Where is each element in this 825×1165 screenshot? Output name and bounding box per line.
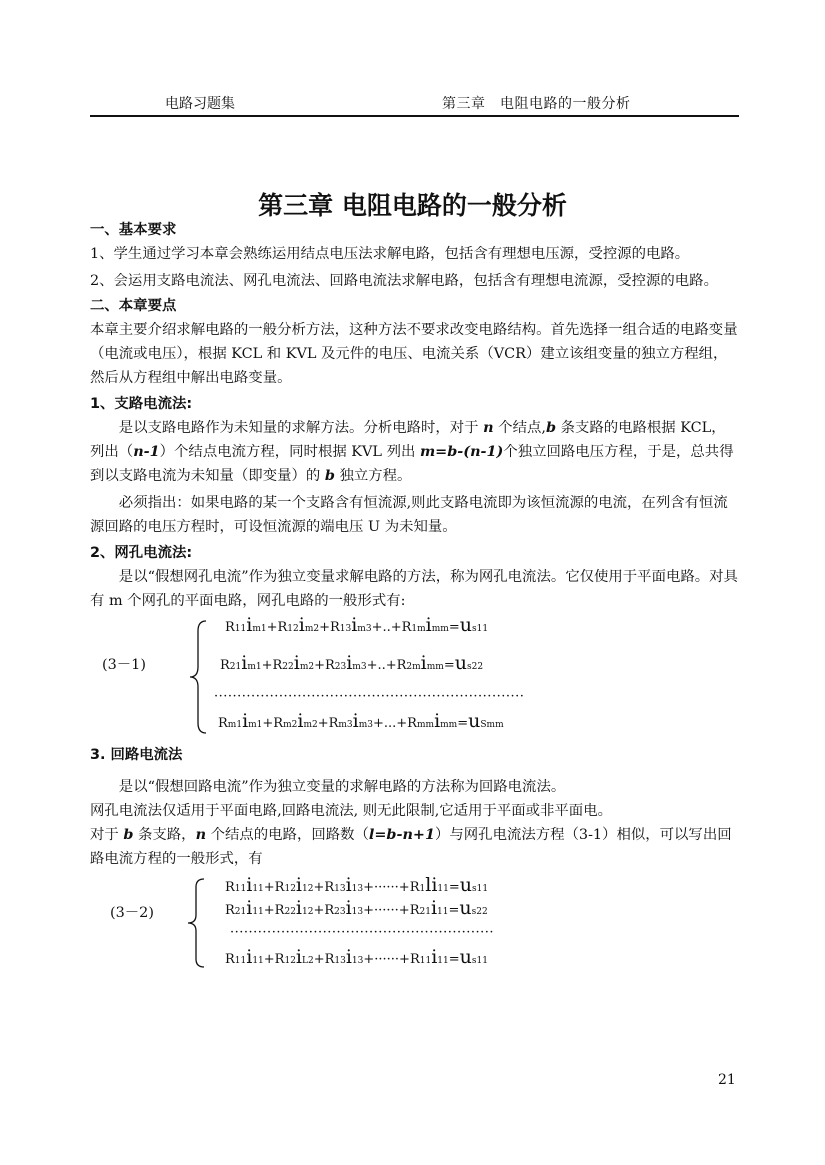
loop-equation-ellipsis: ························································· <box>230 925 495 940</box>
loop-current-paragraph-3: 对于 b 条支路，n 个结点的电路，回路数（l=b-n+1）与网孔电流法方程（3-1）相似，可以写出回路电流方程的一般形式，有 <box>90 826 732 867</box>
header-book-title: 电路习题集 <box>165 96 235 112</box>
keypoints-intro: 本章主要介绍求解电路的一般分析方法，这种方法不要求改变电路结构。首先选择一组合适的电路变量（电流或电压），根据 KCL 和 KVL 及元件的电压、电流关系（VCR）建立该组变量的独立方程组，然后从方程组中解出电路变量。 <box>90 322 738 386</box>
left-brace-icon <box>186 877 208 969</box>
loop-equation-l: R11i11+R12iL2+R13i13+······+R11i11=us11 <box>225 946 488 968</box>
loop-current-paragraph-1: 是以“假想回路电流”作为独立变量的求解电路的方法称为回路电流法。 <box>118 779 566 795</box>
mesh-current-paragraph: 是以“假想网孔电流”作为独立变量求解电路的方法，称为网孔电流法。它仅使用于平面电路。对具有 m 个网孔的平面电路，网孔电路的一般形式有: <box>90 569 738 609</box>
loop-equation-2: R21i11+R22i12+R23i13+······+R21i11=us22 <box>225 897 488 919</box>
loop-current-heading: 3. 回路电流法 <box>90 747 183 763</box>
header-chapter-title: 第三章 电阻电路的一般分析 <box>442 96 631 112</box>
mesh-equation-ellipsis: ··································································· <box>214 689 525 704</box>
left-brace-icon <box>188 619 210 735</box>
page-header <box>90 93 739 115</box>
requirement-item-1: 1、学生通过学习本章会熟练运用结点电压法求解电路，包括含有理想电压源，受控源的电路。 <box>90 246 690 262</box>
requirement-item-2: 2、会运用支路电流法、网孔电流法、回路电流法求解电路，包括含有理想电流源，受控源的电路。 <box>90 273 718 289</box>
branch-current-heading: 1、支路电流法: <box>90 396 193 412</box>
equation-label-3-1: (3－1) <box>102 657 146 673</box>
mesh-equation-2: R21im1+R22im2+R23im3+..+R2mimm=us22 <box>220 652 484 674</box>
header-rule <box>90 115 739 117</box>
mesh-equation-m: Rm1im1+Rm2im2+Rm3im3+...+Rmmimm=uSmm <box>218 710 504 732</box>
mesh-current-heading: 2、网孔电流法: <box>90 545 193 561</box>
section-heading-requirements: 一、基本要求 <box>90 222 177 238</box>
loop-current-paragraph-2: 网孔电流法仅适用于平面电路,回路电流法, 则无此限制,它适用于平面或非平面电。 <box>90 803 612 819</box>
branch-current-paragraph-2: 必须指出：如果电路的某一个支路含有恒流源,则此支路电流即为该恒流源的电流，在列含有恒流源回路的电压方程时，可设恒流源的端电压 U 为未知量。 <box>90 495 728 535</box>
equation-block-3-1 <box>90 613 739 741</box>
page-number: 21 <box>718 1072 736 1088</box>
mesh-equation-1: R11im1+R12im2+R13im3+..+R1mimm=us11 <box>225 614 489 636</box>
equation-label-3-2: (3－2) <box>110 905 154 921</box>
loop-equation-1: R11i11+R12i12+R13i13+······+R1li11=us11 <box>225 874 489 896</box>
branch-current-paragraph-1: 是以支路电路作为未知量的求解方法。分析电路时，对于 n 个结点,b 条支路的电路根据 KCL，列出（n-1）个结点电流方程，同时根据 KVL 列出 m=b-(n-1)个独立回路电压方程，于是，总共得到以支路电流为未知量（即变量）的 b 独立方程。 <box>90 419 734 484</box>
equation-block-3-2 <box>90 871 739 971</box>
page-body <box>90 218 739 971</box>
chapter-title: 第三章 电阻电路的一般分析 <box>258 191 567 220</box>
section-heading-keypoints: 二、本章要点 <box>90 298 177 314</box>
